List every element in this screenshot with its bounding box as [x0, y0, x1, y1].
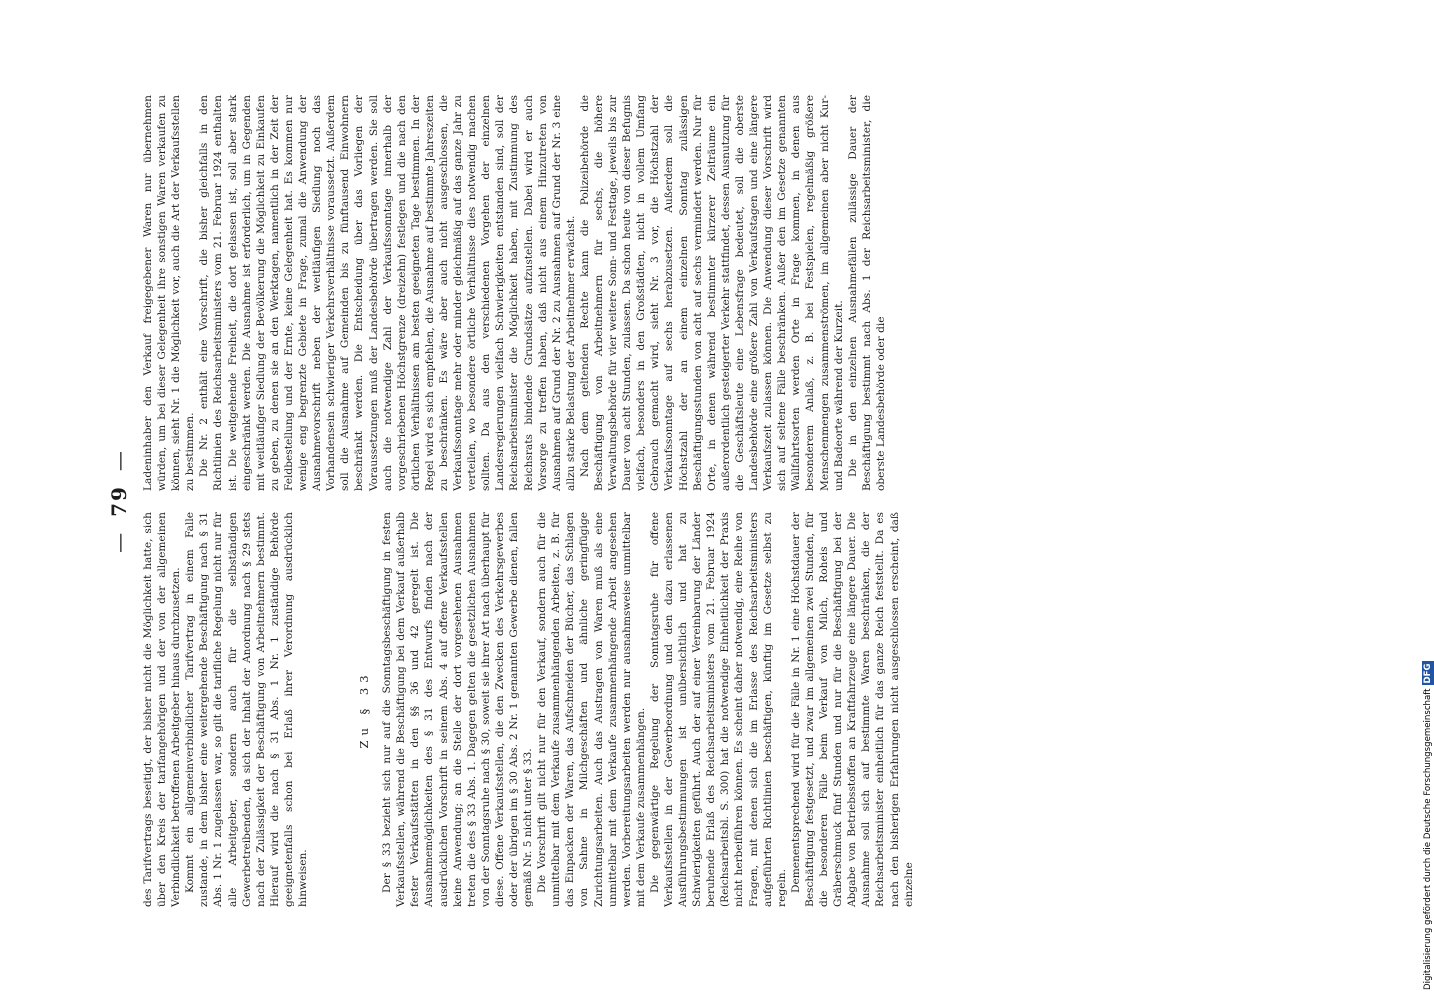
- right-column: [141, 95, 888, 491]
- funding-note: [1420, 0, 1434, 1000]
- left-paragraph-6: Demenentsprechend wird für die Fälle in Nr. 1 eine Höchstdauer der Beschäftigung festgesetzt, und zwar im allgemeinen zwei Stunden, für die besonderen Fälle beim Verkauf von Milch, Roheis und Gräberschmuck fünf Stunden und nur für die Beschäftigung bei der Abgabe von Betriebsstoffen an Kraftfahrzeuge eine längere Dauer. Die Ausnahme soll sich auf bestimmte Waren beschränken, die der Reichsarbeitsminister einheitlich für das ganze Reich feststellt. Da es nach den bisherigen Erfahrungen nicht ausgeschlossen erscheint, daß einzelne: [789, 512, 915, 907]
- funding-note-text-wrapper: [1422, 0, 1434, 990]
- right-paragraph-2: Die Nr. 2 enthält eine Vorschrift, die bisher gleichfalls in den Richtlinien des Reichsarbeitsministers vom 21. Februar 1924 enthalten ist. Die weitgehende Freiheit, die dort gelassen ist, soll aber stark eingeschränkt werden. Die Ausnahme ist erforderlich, um in Gegenden mit weitläufiger Siedlung der Bevölkerung die Möglichkeit zu Einkaufen zu geben, zu denen sie an den Werktagen, namentlich in der Zeit der Feldbestellung und der Ernte, keine Gelegenheit hat. Es kommen nur wenige eng begrenzte Gebiete in Frage, zumal die Anwendung der Ausnahmevorschrift neben der weitläufigen Siedlung noch das Vorhandensein schwieriger Verkehrsverhältnisse voraussetzt. Außerdem soll die Ausnahme auf Gemeinden bis zu fünftausend Einwohnern beschränkt werden. Die Entscheidung über das Vorliegen der Voraussetzungen muß der Landesbehörde übertragen werden. Sie soll auch die notwendige Zahl der Verkaufssonntage innerhalb der vorgeschriebenen Höchstgrenze (dreizehn) festlegen und die nach den örtlichen Verhältnissen am besten geeigneten Tage bestimmen. In der Regel wird es sich empfehlen, die Ausnahme auf bestimmte Jahreszeiten zu beschränken. Es wäre aber auch nicht ausgeschlossen, die Verkaufssonntage mehr oder minder gleichmäßig auf das ganze Jahr zu verteilen, wo besondere örtliche Verhältnisse dies notwendig machen sollten. Da aus den verschiedenen Vorgehen der einzelnen Landesregierungen vielfach Schwierigkeiten entstanden sind, soll der Reichsarbeitsminister die Möglichkeit haben, mit Zustimmung des Reichsrats bindende Grundsätze aufzustellen. Dabei wird er auch Vorsorge zu treffen haben, daß nicht aus einem Hinzutreten von Ausnahmen auf Grund der Nr. 2 zu Ausnahmen auf Grund der Nr. 3 eine allzu starke Belastung der Arbeitnehmer erwächst.: [198, 95, 577, 491]
- left-paragraph-2: Kommt ein allgemeinverbindlicher Tarifvertrag in einem Falle zustande, in dem bisher eine weitergehende Beschäftigung nach § 31 Abs. 1 Nr. 1 zugelassen war, so gilt die tarifliche Regelung nicht nur für alle Arbeitgeber, sondern auch für die selbständigen Gewerbetreibenden, da sich der Inhalt der Anordnung nach § 29 stets nach der Zulässigkeit der Beschäftigung von Arbeitnehmern bestimmt. Hierauf wird die nach § 31 Abs. 1 Nr. 1 zuständige Behörde geeignetenfalls schon bei Erlaß ihrer Verordnung ausdrücklich hinweisen.: [184, 512, 310, 907]
- section-heading: Zu § 33: [357, 670, 372, 749]
- page-number: 79: [107, 485, 131, 517]
- right-paragraph-4: Die in den einzelnen Ausnahmefällen zulässige Dauer der Beschäftigung bestimmt nach Abs. 1 der Reichsarbeitsminister, die oberste Landesbehörde oder die: [846, 95, 887, 491]
- funding-note-text: Digitalisierung gefördert durch die Deutsche Forschungsgemeinschaft: [1423, 688, 1433, 990]
- left-paragraph-5: Die gegenwärtige Regelung der Sonntagsruhe für offene Verkaufsstellen in der Gewerbeordnung und den dazu erlassenen Ausführungsbestimmungen ist unübersichtlich und hat zu Schwierigkeiten geführt. Auch der auf einer Vereinbarung der Länder beruhende Erlaß des Reichsarbeitsministers vom 21. Februar 1924 (Reichsarbeitsbl. S. 300) hat die notwendige Einheitlichkeit der Praxis nicht herbeiführen können. Es scheint daher notwendig, eine Reihe von Fragen, mit denen sich die im Erlasse des Reichsarbeitsministers aufgeführten Richtlinien beschäftigen, künftig im Gesetze selbst zu regeln.: [648, 512, 788, 907]
- left-column: [141, 512, 916, 907]
- right-paragraph-1: Ladeninhaber den Verkauf freigegebener Waren nur übernehmen würden, um bei dieser Gelegenheit ihre sonstigen Waren verkaufen zu können, sieht Nr. 1 die Möglichkeit vor, auch die Art der Verkaufsstellen zu bestimmen.: [142, 95, 197, 491]
- document-page: [107, 95, 1297, 907]
- left-paragraph-3: Der § 33 bezieht sich nur auf die Sonntagsbeschäftigung in festen Verkaufsstellen, während die Beschäftigung bei dem Verkauf außerhalb fester Verkaufsstätten in den §§ 36 und 42 geregelt ist. Die Ausnahmemöglichkeiten des § 31 des Entwurfs finden nach der ausdrücklichen Vorschrift in seinem Abs. 4 auf offene Verkaufsstellen keine Anwendung; an die Stelle der dort vorgesehenen Ausnahmen treten die des § 33 Abs. 1. Dagegen gelten die gesetzlichen Ausnahmen von der Sonntagsruhe nach § 30, soweit sie ihrer Art nach überhaupt für diese. Offene Verkaufsstellen, die den Zwecken des Verkehrsgewerbes oder der übrigen im § 30 Abs. 2 Nr. 1 genannten Gewerbe dienen, fallen gemäß Nr. 5 nicht unter § 33.: [381, 512, 535, 907]
- dfg-logo: DFG: [1423, 663, 1433, 684]
- right-paragraph-3: Nach dem geltenden Rechte kann die Polizeibehörde die Beschäftigung von Arbeitnehmern für sechs, die höhere Verwaltungsbehörde für vier weitere Sonn- und Festtage, jeweils bis zur Dauer von acht Stunden, zulassen. Da schon heute von dieser Befugnis vielfach, besonders in den Großstädten, nicht in vollem Umfang Gebrauch gemacht wird, sieht Nr. 3 vor, die Höchstzahl der Verkaufssonntage auf sechs herabzusetzen. Außerdem soll die Höchstzahl der an einem einzelnen Sonntag zulässigen Beschäftigungsstunden von acht auf sechs vermindert werden. Nur für Orte, in denen während bestimmter kürzerer Zeiträume ein außerordentlich gesteigerter Verkehr stattfindet, dessen Ausnutzung für die Geschäftsleute eine Lebensfrage bedeutet, soll die oberste Landesbehörde eine größere Zahl von Verkaufstagen und eine längere Verkaufszeit zulassen können. Die Anwendung dieser Vorschrift wird sich auf seltene Fälle beschränken. Außer den im Gesetze genannten Wallfahrtsorten werden Orte in Frage kommen, in denen aus besonderem Anlaß, z. B. bei Festspielen, regelmäßig größere Menschenmengen zusammenströmen, im allgemeinen aber nicht Kur- und Badeorte während der Kurzeit.: [578, 95, 845, 491]
- page-header: [107, 95, 131, 907]
- header-dash-left: —: [107, 530, 131, 553]
- header-dash-right: —: [107, 449, 131, 472]
- left-paragraph-1: des Tarifvertrags beseitigt, der bisher nicht die Möglichkeit hatte, sich über den Kreis der tarifangehörigen und der von der allgemeinen Verbindlichkeit betroffenen Arbeitgeber hinaus durchzusetzen.: [142, 512, 183, 907]
- left-paragraph-4: Die Vorschrift gilt nicht nur für den Verkauf, sondern auch für die unmittelbar mit dem Verkaufe zusammenhängenden Arbeiten, z. B. für das Einpacken der Waren, das Aufschneiden der Bücher, das Schlagen von Sahne in Milchgeschäften und ähnliche geringfügige Zurichtungsarbeiten. Auch das Austragen von Waren muß als eine unmittelbar mit dem Verkaufe zusammenhängende Arbeit angesehen werden. Vorbereitungsarbeiten werden nur ausnahmsweise unmittelbar mit dem Verkaufe zusammenhängen.: [536, 512, 647, 907]
